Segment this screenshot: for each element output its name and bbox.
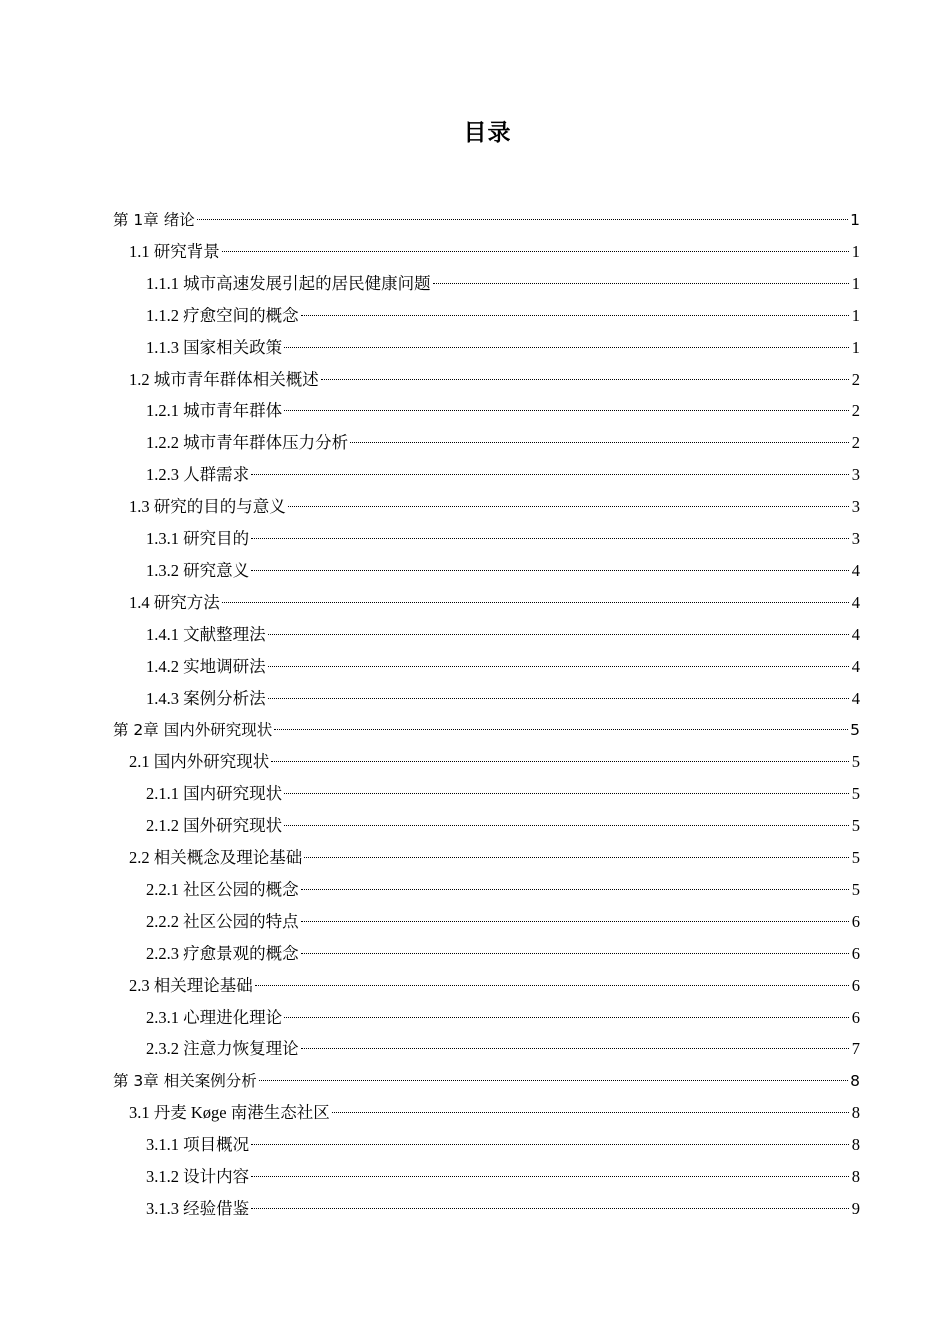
toc-entry[interactable] [146,778,860,810]
toc-entry-label: 1.4.2 实地调研法 [146,656,266,676]
dot-leader [301,314,849,316]
dot-leader [284,824,849,826]
toc-entry[interactable] [146,810,860,842]
toc-entry[interactable] [146,874,860,906]
toc-page-number: 1 [850,211,860,229]
toc-page-number: 4 [851,592,860,612]
toc-entry[interactable] [146,332,860,364]
dot-leader [301,920,849,922]
toc-entry[interactable] [146,906,860,938]
toc-page-number: 6 [851,1007,860,1027]
dot-leader [268,697,849,699]
toc-page-number: 2 [851,369,860,389]
toc-entry-label: 1.3.1 研究目的 [146,529,250,548]
toc-entry-label: 2.3.2 注意力恢复理论 [146,1039,299,1059]
toc-page-number: 6 [851,943,860,963]
dot-leader [304,856,849,858]
dot-leader [197,218,848,220]
toc-entry-label: 1.2.3 人群需求 [146,465,250,485]
toc-entry-label: 3.1.2 设计内容 [146,1167,250,1186]
toc-entry[interactable] [146,1129,860,1161]
toc-page-number: 3 [851,465,860,485]
dot-leader [301,888,849,890]
toc-page-number: 8 [851,1167,860,1186]
toc-entry-label: 2.2 相关概念及理论基础 [129,848,303,867]
toc-entry[interactable] [129,1097,860,1129]
toc-entry-label: 1.4.1 文献整理法 [146,624,266,644]
toc-entry-label: 1.3.2 研究意义 [146,560,250,580]
toc-page-number: 5 [851,784,860,804]
toc-entry[interactable] [146,651,860,683]
toc-entry[interactable] [129,970,860,1002]
toc-page-number: 1 [851,273,860,293]
dot-leader [222,601,849,603]
dot-leader [251,1207,849,1209]
dot-leader [284,792,849,794]
toc-entry[interactable] [146,268,860,300]
dot-leader [284,409,849,411]
dot-leader [288,505,849,507]
toc-entry[interactable] [146,938,860,970]
toc-entry-label: 第 1章 绪论 [113,211,195,229]
toc-entry-label: 2.3 相关理论基础 [129,975,253,995]
toc-page-number: 6 [851,975,860,995]
toc-page-number: 4 [851,656,860,676]
toc-entry-label: 2.2.2 社区公园的特点 [146,911,299,931]
toc-entry-label: 3.1 丹麦 Køge 南港生态社区 [129,1103,330,1123]
dot-leader [274,728,848,730]
dot-leader [271,760,849,762]
toc-entry[interactable] [146,459,860,491]
toc-entry-label: 1.1.1 城市高速发展引起的居民健康问题 [146,273,431,293]
toc-entry[interactable] [146,1161,860,1193]
toc-page-number: 5 [851,816,860,836]
dot-leader [284,1016,849,1018]
toc-page-number: 5 [851,752,860,772]
toc-page-number: 1 [851,241,860,261]
toc-entry-label: 第 2章 国内外研究现状 [113,721,273,740]
toc-page-number: 7 [851,1039,860,1059]
toc-page-number: 8 [850,1072,860,1091]
toc-page-number: 3 [851,497,860,517]
toc-page-number: 1 [851,305,860,325]
toc-entry[interactable] [113,204,860,236]
toc-entry[interactable] [129,842,860,874]
toc-entry[interactable] [146,1033,860,1065]
toc-page-number: 4 [851,624,860,644]
toc-page-number: 8 [851,1103,860,1123]
toc-page-number: 6 [851,911,860,931]
toc-entry[interactable] [146,427,860,459]
toc-entry-label: 1.1.3 国家相关政策 [146,337,283,357]
dot-leader [350,441,849,443]
dot-leader [301,1047,849,1049]
toc-entry-label: 2.3.1 心理进化理论 [146,1007,283,1027]
toc-entry-label: 2.2.1 社区公园的概念 [146,879,299,899]
toc-page-number: 3 [851,529,860,548]
toc-entry-label: 2.1.1 国内研究现状 [146,784,283,804]
toc-entry[interactable] [113,714,860,746]
toc-page-number: 5 [851,848,860,867]
toc-entry-label: 1.4 研究方法 [129,592,220,612]
toc-entry[interactable] [146,523,860,555]
toc-page-number: 2 [851,401,860,421]
toc-entry[interactable] [146,1193,860,1225]
toc-entry-label: 1.2 城市青年群体相关概述 [129,369,319,389]
toc-entry[interactable] [129,236,860,268]
dot-leader [255,984,849,986]
toc-entry-label: 1.4.3 案例分析法 [146,688,266,708]
toc-entry[interactable] [129,587,860,619]
toc-entry[interactable] [129,746,860,778]
dot-leader [321,378,849,380]
dot-leader [268,665,849,667]
toc-page-number: 1 [851,337,860,357]
toc-entry[interactable] [146,555,860,587]
toc-page-number: 5 [850,721,860,740]
toc-entry[interactable] [146,395,860,427]
toc-page-number: 2 [851,433,860,453]
dot-leader [251,569,849,571]
toc-page-number: 5 [851,879,860,899]
toc-entry-label: 第 3章 相关案例分析 [113,1072,257,1091]
dot-leader [284,346,849,348]
toc-page-number: 9 [851,1198,860,1218]
toc-page-number: 4 [851,560,860,580]
toc-entry-label: 2.2.3 疗愈景观的概念 [146,943,299,963]
toc-entry-label: 2.1 国内外研究现状 [129,752,270,772]
dot-leader [251,537,849,539]
toc-entry[interactable] [129,491,860,523]
toc-entry[interactable] [129,364,860,396]
toc-entry[interactable] [146,683,860,715]
dot-leader [222,250,849,252]
toc-page-number: 4 [851,688,860,708]
dot-leader [251,1175,849,1177]
dot-leader [251,473,849,475]
toc-entry-label: 3.1.3 经验借鉴 [146,1198,250,1218]
dot-leader [332,1111,849,1113]
dot-leader [259,1079,848,1081]
toc-entry-label: 3.1.1 项目概况 [146,1135,250,1155]
toc-entry-label: 1.2.2 城市青年群体压力分析 [146,433,349,453]
dot-leader [251,1143,849,1145]
page-title: 目录 [463,120,512,146]
toc-entry[interactable] [113,1065,860,1097]
toc-page-number: 8 [851,1135,860,1155]
toc-entry-label: 1.1.2 疗愈空间的概念 [146,305,299,325]
toc-entry-label: 1.2.1 城市青年群体 [146,401,283,421]
toc-entry-label: 2.1.2 国外研究现状 [146,816,283,836]
toc-entry[interactable] [146,1002,860,1034]
dot-leader [268,633,849,635]
toc-entry-label: 1.1 研究背景 [129,241,220,261]
dot-leader [301,952,849,954]
toc-entry[interactable] [146,619,860,651]
dot-leader [433,282,849,284]
toc-entry[interactable] [146,300,860,332]
toc-entry-label: 1.3 研究的目的与意义 [129,497,286,517]
